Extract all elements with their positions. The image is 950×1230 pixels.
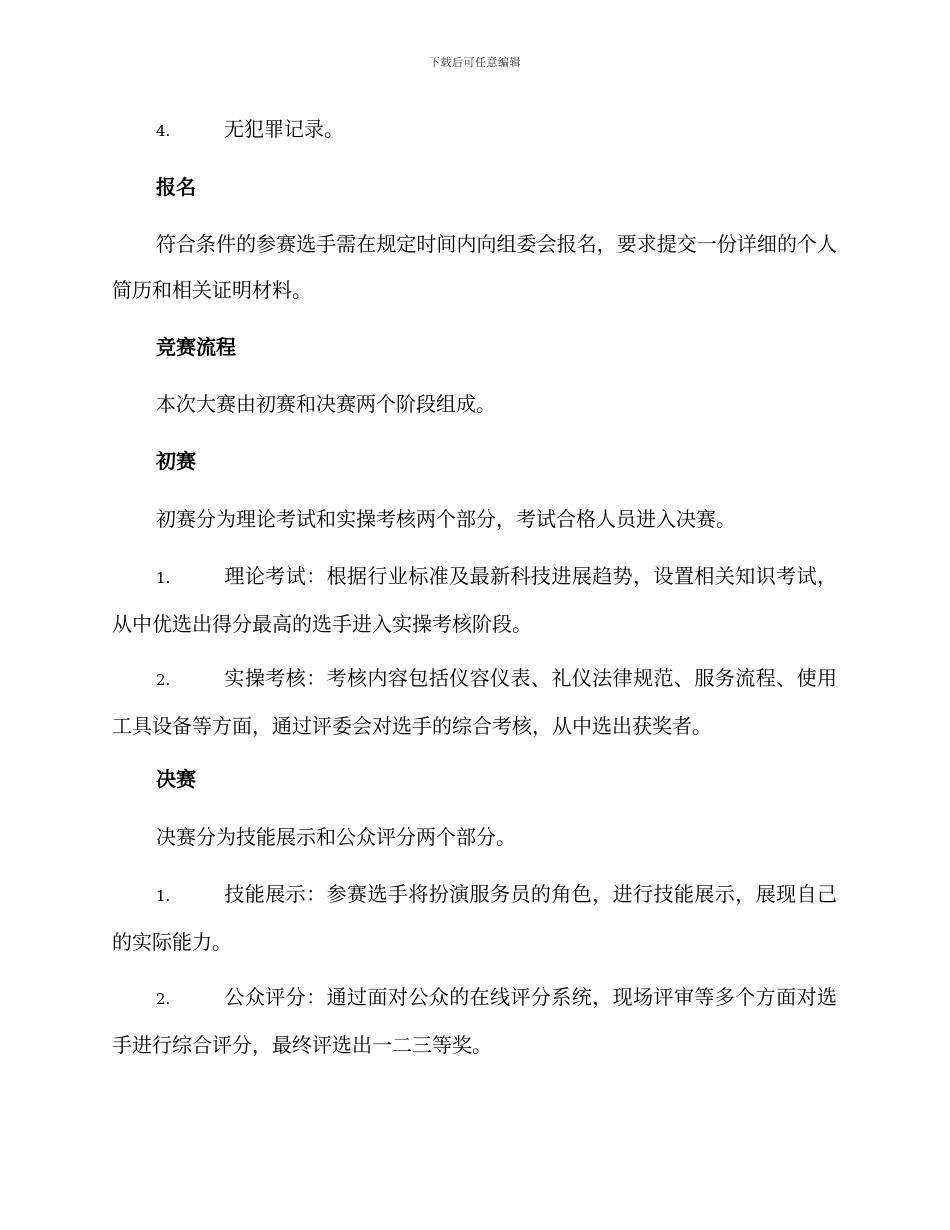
heading-final: 决赛 [156, 767, 196, 791]
list-text: 实操考核：考核内容包括仪容仪表、礼仪法律规范、服务流程、使用工具设备等方面，通过评委会对选手的综合考核，从中选出获奖者。 [112, 666, 837, 738]
paragraph-preliminary: 初赛分为理论考试和实操考核两个部分，考试合格人员进入决赛。 [156, 507, 736, 531]
heading-process: 竞赛流程 [156, 335, 236, 359]
list-item-criterion-4 [112, 106, 837, 154]
list-number: 2. [156, 671, 171, 689]
heading-preliminary: 初赛 [156, 449, 196, 473]
list-number: 2. [156, 990, 171, 1008]
list-text: 技能展示：参赛选手将扮演服务员的角色，进行技能展示，展现自己的实际能力。 [112, 882, 837, 954]
heading-registration: 报名 [156, 175, 196, 199]
list-number: 1. [156, 569, 171, 587]
list-text: 无犯罪记录。 [224, 117, 344, 141]
list-item-preliminary-1 [112, 553, 837, 647]
list-number: 1. [156, 887, 171, 905]
paragraph-process: 本次大赛由初赛和决赛两个阶段组成。 [156, 392, 496, 416]
list-text: 理论考试：根据行业标准及最新科技进展趋势，设置相关知识考试，从中优选出得分最高的选手进入实操考核阶段。 [112, 564, 837, 636]
list-text: 公众评分：通过面对公众的在线评分系统，现场评审等多个方面对选手进行综合评分，最终评选出一二三等奖。 [112, 985, 837, 1057]
list-item-preliminary-2 [112, 655, 837, 749]
paragraph-registration: 符合条件的参赛选手需在规定时间内向组委会报名，要求提交一份详细的个人简历和相关证明材料。 [112, 232, 837, 302]
paragraph-final: 决赛分为技能展示和公众评分两个部分。 [156, 825, 516, 849]
list-number: 4. [156, 122, 171, 140]
page-header: 下载后可任意编辑 [429, 56, 521, 69]
list-item-final-2 [112, 974, 837, 1068]
list-item-final-1 [112, 871, 837, 965]
